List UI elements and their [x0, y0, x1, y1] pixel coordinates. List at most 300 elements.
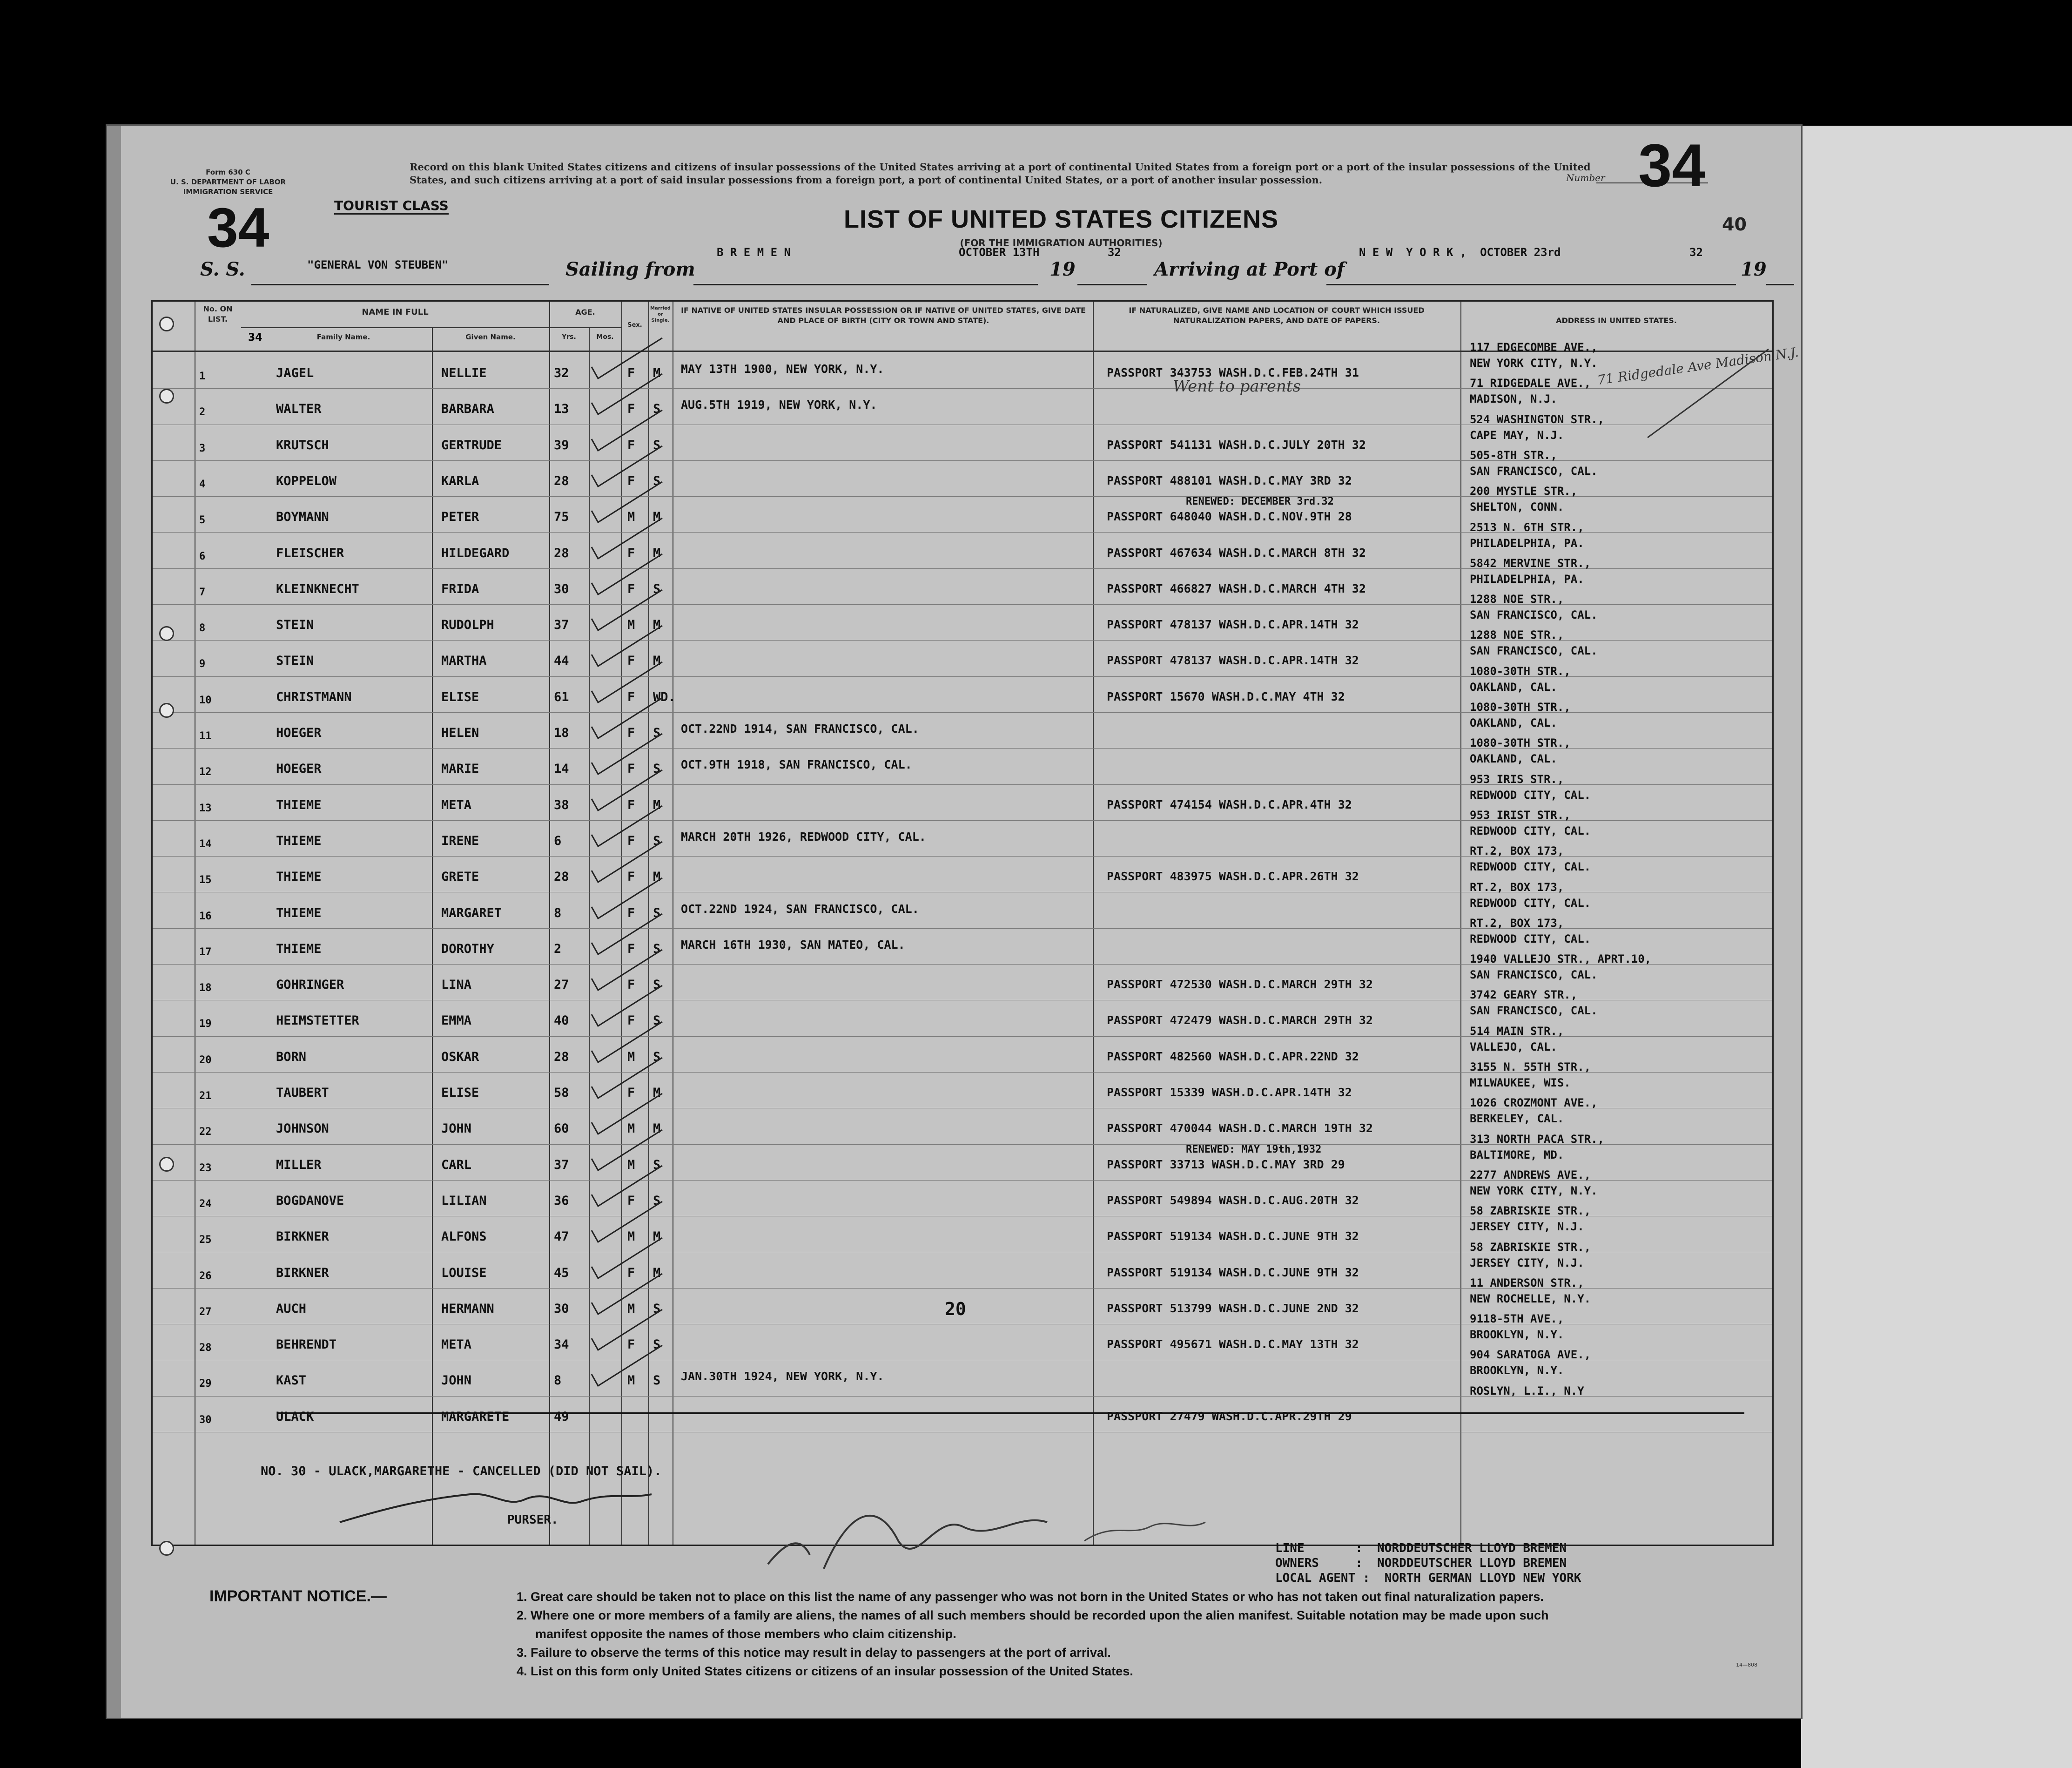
address-line: 1940 VALLEJO STR., APRT.10,: [1470, 952, 1652, 966]
address-line: SAN FRANCISCO, CAL.: [1470, 644, 1598, 658]
naturalization-info: PASSPORT 541131 WASH.D.C.JULY 20TH 32: [1107, 438, 1366, 452]
address-line: REDWOOD CITY, CAL.: [1470, 788, 1591, 802]
naturalization-info: PASSPORT 549894 WASH.D.C.AUG.20TH 32: [1107, 1193, 1359, 1207]
address-line: 58 ZABRISKIE STR.,: [1470, 1240, 1591, 1254]
given-name: MARIE: [441, 762, 479, 776]
family-name: HOEGER: [276, 762, 322, 776]
given-name: HELEN: [441, 726, 479, 740]
family-name: ULACK: [276, 1409, 314, 1424]
given-name: META: [441, 1337, 472, 1352]
form-id-line: IMMIGRATION SERVICE: [183, 188, 273, 196]
row-number: 23: [199, 1162, 212, 1174]
marital-status: M: [653, 546, 661, 560]
given-name: ELISE: [441, 689, 479, 704]
address-line: SHELTON, CONN.: [1470, 500, 1564, 514]
header-age: AGE.: [575, 308, 595, 317]
age-years: 37: [554, 618, 569, 633]
marital-status: WD.: [653, 689, 676, 704]
header-given: Given Name.: [465, 333, 516, 341]
address-line: BROOKLYN, N.Y.: [1470, 1328, 1564, 1342]
marital-status: S: [653, 905, 661, 920]
age-years: 61: [554, 689, 569, 704]
header-sub-rule: [241, 327, 549, 328]
naturalization-info: PASSPORT 478137 WASH.D.C.APR.14TH 32: [1107, 654, 1359, 668]
family-name: KOPPELOW: [276, 473, 337, 488]
line-line: LINE : NORDDEUTSCHER LLOYD BREMEN: [1275, 1541, 1567, 1555]
address-line: NEW YORK CITY, N.Y.: [1470, 357, 1598, 370]
given-name: GRETE: [441, 870, 479, 884]
given-name: MARGARETE: [441, 1409, 510, 1424]
binder-hole: [159, 1541, 174, 1556]
given-name: LILIAN: [441, 1193, 487, 1208]
family-name: BOGDANOVE: [276, 1193, 344, 1208]
family-name: BEHRENDT: [276, 1337, 337, 1352]
naturalization-info: PASSPORT 472479 WASH.D.C.MARCH 29TH 32: [1107, 1013, 1373, 1027]
sex: M: [627, 1229, 635, 1244]
page-number: 40: [1722, 214, 1747, 235]
marital-status: S: [653, 438, 661, 452]
mid-page-mark: 20: [945, 1299, 966, 1319]
marital-status: M: [653, 366, 661, 380]
naturalization-info: PASSPORT 513799 WASH.D.C.JUNE 2ND 32: [1107, 1301, 1359, 1315]
row-number: 29: [199, 1378, 212, 1390]
sex: F: [627, 438, 635, 452]
row-number: 8: [199, 622, 206, 634]
address-line: 3155 N. 55TH STR.,: [1470, 1060, 1591, 1073]
row-number: 22: [199, 1126, 212, 1138]
family-name: MILLER: [276, 1157, 322, 1172]
family-name: HEIMSTETTER: [276, 1013, 359, 1028]
family-name: BIRKNER: [276, 1265, 329, 1280]
family-name: THIEME: [276, 797, 322, 812]
binder-hole: [159, 703, 174, 718]
age-years: 37: [554, 1157, 569, 1172]
given-name: LOUISE: [441, 1265, 487, 1280]
row-number: 5: [199, 514, 206, 526]
row-number: 30: [199, 1414, 212, 1426]
marital-status: M: [653, 1229, 661, 1244]
manifest-sheet: [107, 126, 1801, 1718]
renewal-note: RENEWED: DECEMBER 3rd.32: [1186, 496, 1334, 508]
given-name: HERMANN: [441, 1301, 494, 1316]
sex: F: [627, 941, 635, 956]
birth-info: OCT.9TH 1918, SAN FRANCISCO, CAL.: [681, 758, 912, 772]
family-name: CHRISTMANN: [276, 689, 352, 704]
given-name: HILDEGARD: [441, 546, 510, 560]
address-line: SAN FRANCISCO, CAL.: [1470, 1004, 1598, 1018]
arrival-port-date: N E W Y O R K , OCTOBER 23rd: [1359, 246, 1561, 259]
given-name: PETER: [441, 510, 479, 525]
address-line: REDWOOD CITY, CAL.: [1470, 932, 1591, 945]
sex: F: [627, 581, 635, 596]
address-line: CAPE MAY, N.J.: [1470, 428, 1564, 442]
ship-name: "GENERAL VON STEUBEN": [307, 258, 449, 271]
address-line: OAKLAND, CAL.: [1470, 752, 1557, 766]
header-no: No. ON LIST.: [203, 304, 233, 324]
row-number: 13: [199, 802, 212, 814]
purser-label: PURSER.: [507, 1513, 558, 1527]
address-line: OAKLAND, CAL.: [1470, 680, 1557, 694]
family-name: KRUTSCH: [276, 438, 329, 452]
naturalization-info: PASSPORT 482560 WASH.D.C.APR.22ND 32: [1107, 1049, 1359, 1063]
address-line: PHILADELPHIA, PA.: [1470, 536, 1584, 550]
address-line: 1080-30TH STR.,: [1470, 664, 1571, 678]
address-line: OAKLAND, CAL.: [1470, 716, 1557, 729]
family-name: GOHRINGER: [276, 978, 344, 992]
marital-status: S: [653, 1193, 661, 1208]
marital-status: M: [653, 1265, 661, 1280]
row-number: 7: [199, 586, 206, 598]
sex: F: [627, 833, 635, 848]
cancel-strike: [278, 1412, 1744, 1414]
sex: M: [627, 1301, 635, 1316]
marital-status: M: [653, 870, 661, 884]
class-label: TOURIST CLASS: [334, 198, 449, 215]
given-name: KARLA: [441, 473, 479, 488]
marital-status: S: [653, 978, 661, 992]
address-line: BALTIMORE, MD.: [1470, 1148, 1564, 1161]
cancel-note: NO. 30 - ULACK,MARGARETHE - CANCELLED (DID NOT SAIL).: [261, 1464, 662, 1478]
address-line: 11 ANDERSON STR.,: [1470, 1276, 1584, 1289]
sex: F: [627, 905, 635, 920]
naturalization-info: PASSPORT 519134 WASH.D.C.JUNE 9TH 32: [1107, 1229, 1359, 1243]
given-name: JOHN: [441, 1373, 472, 1388]
given-name: MARTHA: [441, 654, 487, 668]
address-line: JERSEY CITY, N.J.: [1470, 1256, 1584, 1269]
row-number: 20: [199, 1054, 212, 1066]
row-number: 2: [199, 406, 206, 418]
birth-info: MARCH 20TH 1926, REDWOOD CITY, CAL.: [681, 830, 926, 844]
row-number: 3: [199, 442, 206, 454]
arrival-year-underline: [1766, 284, 1794, 285]
sex: F: [627, 1193, 635, 1208]
sex: M: [627, 1049, 635, 1064]
header-family: Family Name.: [316, 333, 370, 341]
age-years: 45: [554, 1265, 569, 1280]
address-line: 5842 MERVINE STR.,: [1470, 556, 1591, 570]
row-number: 11: [199, 730, 212, 742]
sex: F: [627, 870, 635, 884]
left-sheet-number: 34: [207, 196, 269, 259]
naturalization-info: PASSPORT 343753 WASH.D.C.FEB.24TH 31: [1107, 366, 1359, 379]
naturalization-info: PASSPORT 466827 WASH.D.C.MARCH 4TH 32: [1107, 581, 1366, 595]
sheet-number: 34: [1638, 131, 1706, 199]
age-years: 58: [554, 1086, 569, 1100]
age-years: 32: [554, 366, 569, 380]
given-name: META: [441, 797, 472, 812]
family-name: HOEGER: [276, 726, 322, 740]
header-family-prefix: 34: [248, 332, 262, 344]
ss-label: S. S.: [200, 258, 245, 280]
row-number: 27: [199, 1306, 212, 1318]
age-years: 8: [554, 905, 562, 920]
sex: F: [627, 402, 635, 417]
header-sex: Sex.: [627, 322, 642, 329]
header-yrs: Yrs.: [562, 333, 576, 341]
age-years: 39: [554, 438, 569, 452]
sex: M: [627, 1157, 635, 1172]
address-line: 200 MYSTLE STR.,: [1470, 485, 1578, 498]
given-name: IRENE: [441, 833, 479, 848]
given-name: DOROTHY: [441, 941, 494, 956]
address-line: 2513 N. 6TH STR.,: [1470, 520, 1584, 534]
notice-item: 4. List on this form only United States citizens or citizens of an insular possession of the United States.: [517, 1664, 1133, 1678]
address-line: SAN FRANCISCO, CAL.: [1470, 608, 1598, 622]
given-name: GERTRUDE: [441, 438, 502, 452]
naturalization-info: PASSPORT 27479 WASH.D.C.APR.29TH 29: [1107, 1409, 1352, 1423]
marital-status: S: [653, 1337, 661, 1352]
number-label: Number: [1566, 172, 1605, 183]
given-name: LINA: [441, 978, 472, 992]
table-row: [153, 1384, 1772, 1432]
age-years: 47: [554, 1229, 569, 1244]
family-name: THIEME: [276, 870, 322, 884]
naturalization-info: PASSPORT 15339 WASH.D.C.APR.14TH 32: [1107, 1086, 1352, 1099]
address-line: RT.2, BOX 173,: [1470, 880, 1564, 894]
form-id-line: U. S. DEPARTMENT OF LABOR: [170, 178, 286, 186]
age-years: 40: [554, 1013, 569, 1028]
marital-status: S: [653, 941, 661, 956]
row-number: 24: [199, 1198, 212, 1210]
address-line: 1080-30TH STR.,: [1470, 736, 1571, 750]
address-line: 313 NORTH PACA STR.,: [1470, 1132, 1604, 1146]
address-line: SAN FRANCISCO, CAL.: [1470, 464, 1598, 478]
age-years: 18: [554, 726, 569, 740]
address-line: 953 IRIS STR.,: [1470, 772, 1564, 786]
row-number: 25: [199, 1234, 212, 1246]
row-number: 15: [199, 874, 212, 886]
family-name: THIEME: [276, 905, 322, 920]
given-name: MARGARET: [441, 905, 502, 920]
row-number: 1: [199, 371, 206, 382]
given-name: OSKAR: [441, 1049, 479, 1064]
address-line: REDWOOD CITY, CAL.: [1470, 896, 1591, 910]
row-number: 9: [199, 658, 206, 670]
renewal-note: RENEWED: MAY 19th,1932: [1186, 1143, 1322, 1155]
row-number: 4: [199, 478, 206, 490]
age-years: 75: [554, 510, 569, 525]
marital-status: S: [653, 762, 661, 776]
sex: F: [627, 1086, 635, 1100]
sailing-date: OCTOBER 13TH: [959, 246, 1040, 259]
sex: F: [627, 1013, 635, 1028]
birth-info: MARCH 16TH 1930, SAN MATEO, CAL.: [681, 938, 905, 951]
given-name: EMMA: [441, 1013, 472, 1028]
sex: M: [627, 510, 635, 525]
notice-label: IMPORTANT NOTICE.—: [209, 1587, 387, 1605]
row-number: 18: [199, 982, 212, 994]
address-line: 3742 GEARY STR.,: [1470, 988, 1578, 1002]
naturalization-info: PASSPORT 648040 WASH.D.C.NOV.9TH 28: [1107, 510, 1352, 524]
address-line: REDWOOD CITY, CAL.: [1470, 860, 1591, 874]
family-name: JOHNSON: [276, 1121, 329, 1136]
naturalization-info: PASSPORT 470044 WASH.D.C.MARCH 19TH 32: [1107, 1121, 1373, 1135]
family-name: STEIN: [276, 654, 314, 668]
family-name: WALTER: [276, 402, 322, 417]
naturalization-info: PASSPORT 488101 WASH.D.C.MAY 3RD 32: [1107, 473, 1352, 487]
age-years: 49: [554, 1409, 569, 1424]
marital-status: S: [653, 1373, 661, 1388]
age-years: 14: [554, 762, 569, 776]
age-years: 2: [554, 941, 562, 956]
age-years: 28: [554, 473, 569, 488]
marital-status: S: [653, 1049, 661, 1064]
given-name: ELISE: [441, 1086, 479, 1100]
marital-status: M: [653, 1121, 661, 1136]
age-years: 28: [554, 870, 569, 884]
row-number: 21: [199, 1090, 212, 1102]
header-name: NAME IN FULL: [362, 307, 429, 317]
age-years: 36: [554, 1193, 569, 1208]
line-info: [1275, 1541, 1581, 1586]
sailing-19: 19: [1049, 258, 1076, 280]
age-years: 8: [554, 1373, 562, 1388]
age-years: 28: [554, 546, 569, 560]
sex: F: [627, 978, 635, 992]
notice-item: manifest opposite the names of those members who claim citizenship.: [535, 1627, 956, 1641]
row-number: 12: [199, 766, 212, 778]
page-title: LIST OF UNITED STATES CITIZENS: [844, 205, 1278, 233]
family-name: KAST: [276, 1373, 307, 1388]
age-years: 6: [554, 833, 562, 848]
sex: F: [627, 546, 635, 560]
address-line: RT.2, BOX 173,: [1470, 844, 1564, 858]
family-name: FLEISCHER: [276, 546, 344, 560]
age-years: 44: [554, 654, 569, 668]
marital-status: S: [653, 1301, 661, 1316]
naturalization-info: PASSPORT 478137 WASH.D.C.APR.14TH 32: [1107, 618, 1359, 632]
birth-info: OCT.22ND 1924, SAN FRANCISCO, CAL.: [681, 902, 919, 916]
age-years: 13: [554, 402, 569, 417]
family-name: AUCH: [276, 1301, 307, 1316]
family-name: THIEME: [276, 941, 322, 956]
sex: F: [627, 689, 635, 704]
birth-info: OCT.22ND 1914, SAN FRANCISCO, CAL.: [681, 722, 919, 736]
family-name: THIEME: [276, 833, 322, 848]
given-name: JOHN: [441, 1121, 472, 1136]
sailing-port: B R E M E N: [717, 246, 791, 259]
age-years: 38: [554, 797, 569, 812]
marital-status: S: [653, 473, 661, 488]
naturalization-info: PASSPORT 15670 WASH.D.C.MAY 4TH 32: [1107, 689, 1345, 703]
line-agent: LOCAL AGENT : NORTH GERMAN LLOYD NEW YORK: [1275, 1571, 1581, 1585]
given-name: BARBARA: [441, 402, 494, 417]
marital-status: M: [653, 654, 661, 668]
form-id-line: Form 630 C: [206, 168, 250, 176]
birth-info: AUG.5TH 1919, NEW YORK, N.Y.: [681, 398, 877, 412]
sex: F: [627, 366, 635, 380]
age-years: 30: [554, 581, 569, 596]
naturalization-info: PASSPORT 474154 WASH.D.C.APR.4TH 32: [1107, 797, 1352, 811]
family-name: STEIN: [276, 618, 314, 633]
marital-status: S: [653, 833, 661, 848]
form-code: 14—808: [1736, 1662, 1757, 1668]
arrival-underline: [1326, 284, 1736, 285]
age-years: 30: [554, 1301, 569, 1316]
row-number: 26: [199, 1270, 212, 1282]
age-years: 27: [554, 978, 569, 992]
address-line: 117 EDGECOMBE AVE.,: [1470, 341, 1598, 354]
handwritten-arrow: [1643, 344, 1773, 447]
header-naturalized: IF NATURALIZED, GIVE NAME AND LOCATION OF COURT WHICH ISSUED NATURALIZATION PAPERS, AND DATE OF PAPERS.: [1129, 306, 1425, 325]
sex: F: [627, 762, 635, 776]
sex: F: [627, 473, 635, 488]
address-line: 524 WASHINGTON STR.,: [1470, 412, 1604, 426]
address-line: JERSEY CITY, N.J.: [1470, 1220, 1584, 1234]
header-mos: Mos.: [596, 333, 614, 341]
marital-status: M: [653, 797, 661, 812]
address-line: 514 MAIN STR.,: [1470, 1024, 1564, 1038]
row-number: 28: [199, 1342, 212, 1354]
address-line: 9118-5TH AVE.,: [1470, 1312, 1564, 1326]
row-number: 14: [199, 838, 212, 850]
binder-hole: [159, 626, 174, 641]
family-name: BOYMANN: [276, 510, 329, 525]
sheet-edge: [107, 126, 121, 1718]
marital-status: S: [653, 1013, 661, 1028]
binder-hole: [159, 1157, 174, 1172]
address-line: SAN FRANCISCO, CAL.: [1470, 968, 1598, 982]
arrival-19: 19: [1741, 258, 1767, 280]
sailing-year-underline: [1077, 284, 1147, 285]
sex: F: [627, 726, 635, 740]
tally-check: [588, 1342, 667, 1393]
address-line: 71 RIDGEDALE AVE.,: [1470, 377, 1591, 390]
row-number: 10: [199, 694, 212, 706]
address-line: VALLEJO, CAL.: [1470, 1040, 1557, 1053]
sex: F: [627, 1337, 635, 1352]
address-line: 1080-30TH STR.,: [1470, 701, 1571, 714]
naturalization-info: PASSPORT 467634 WASH.D.C.MARCH 8TH 32: [1107, 546, 1366, 560]
marital-status: M: [653, 618, 661, 633]
page-subtitle: (FOR THE IMMIGRATION AUTHORITIES): [960, 237, 1163, 249]
arrival-year: 32: [1689, 246, 1703, 259]
age-years: 34: [554, 1337, 569, 1352]
marital-status: S: [653, 726, 661, 740]
address-line: 58 ZABRISKIE STR.,: [1470, 1204, 1591, 1218]
sex: F: [627, 1265, 635, 1280]
naturalization-info: PASSPORT 483975 WASH.D.C.APR.26TH 32: [1107, 870, 1359, 884]
sex: M: [627, 618, 635, 633]
row-number: 19: [199, 1018, 212, 1030]
age-years: 28: [554, 1049, 569, 1064]
given-name: ALFONS: [441, 1229, 487, 1244]
row-number: 16: [199, 910, 212, 922]
address-line: BERKELEY, CAL.: [1470, 1112, 1564, 1126]
address-line: 1288 NOE STR.,: [1470, 593, 1564, 606]
family-name: BIRKNER: [276, 1229, 329, 1244]
family-name: JAGEL: [276, 366, 314, 380]
passenger-table: [151, 300, 1774, 1546]
address-line: BROOKLYN, N.Y.: [1470, 1364, 1564, 1377]
row-number: 17: [199, 946, 212, 958]
ship-underline: [251, 284, 549, 285]
notice-item: 2. Where one or more members of a family are aliens, the names of all such members should be recorded upon the alien manifest. Suitable notation may be made upon such: [517, 1608, 1549, 1622]
sex: F: [627, 797, 635, 812]
header-address: ADDRESS IN UNITED STATES.: [1556, 316, 1677, 325]
naturalization-info: PASSPORT 495671 WASH.D.C.MAY 13TH 32: [1107, 1337, 1359, 1351]
birth-info: MAY 13TH 1900, NEW YORK, N.Y.: [681, 362, 884, 376]
given-name: CARL: [441, 1157, 472, 1172]
address-line: NEW ROCHELLE, N.Y.: [1470, 1292, 1591, 1305]
header-native: IF NATIVE OF UNITED STATES INSULAR POSSESSION OR IF NATIVE OF UNITED STATES, GIVE DATE AND PLACE OF BIRTH (CITY OR TOWN AND STATE).: [681, 306, 1086, 325]
row-number: 6: [199, 550, 206, 562]
family-name: BORN: [276, 1049, 307, 1064]
purser-signature: [330, 1480, 656, 1532]
sailing-year: 32: [1108, 246, 1121, 259]
sex: M: [627, 1373, 635, 1388]
binder-hole: [159, 317, 174, 331]
